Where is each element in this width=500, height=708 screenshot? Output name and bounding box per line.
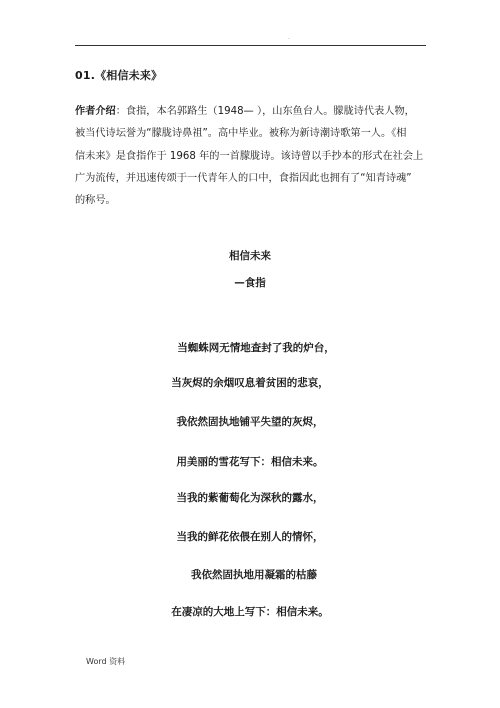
intro-line-text: ：食指，本名郭路生（1948— ），山东鱼台人。朦胧诗代表人物， (115, 106, 415, 117)
intro-line: 广为流传，并迅速传颂于一代青年人的口中，食指因此也拥有了“知青诗魂” (75, 172, 412, 184)
header-rule (75, 45, 426, 46)
poem-line: 在凄凉的大地上写下：相信未来。 (171, 606, 329, 618)
section-title: 01.《相信未来》 (75, 69, 163, 82)
poem-line: 当蜘蛛网无情地查封了我的炉台， (177, 342, 335, 354)
poem-line: 我依然固执地铺平失望的灰烬， (176, 416, 324, 428)
poem-line: 当我的鲜花依偎在别人的情怀， (176, 531, 324, 543)
author-intro (75, 101, 427, 212)
header-mark: . (288, 34, 290, 41)
intro-label: 作者介绍 (75, 106, 116, 117)
poem-line: 用美丽的雪花写下：相信未来。 (176, 456, 324, 468)
poem-author: —食指 (234, 277, 266, 289)
intro-line (75, 101, 427, 123)
footer-label: Word 资料 (86, 657, 126, 666)
intro-line: 的称号。 (75, 195, 116, 207)
poem-line: 我依然固执地用凝霜的枯藤 (191, 569, 317, 581)
poem-line: 当灰烬的余烟叹息着贫困的悲哀， (171, 377, 329, 389)
poem-line: 当我的紫葡萄化为深秋的露水， (176, 492, 324, 504)
intro-line: 信未来》是食指作于 1968 年的一首朦胧诗。该诗曾以手抄本的形式在社会上 (75, 150, 424, 162)
poem-title: 相信未来 (229, 250, 271, 262)
intro-line: 被当代诗坛誉为“朦胧诗鼻祖”。高中毕业。被称为新诗潮诗歌第一人。《相 (75, 128, 407, 140)
